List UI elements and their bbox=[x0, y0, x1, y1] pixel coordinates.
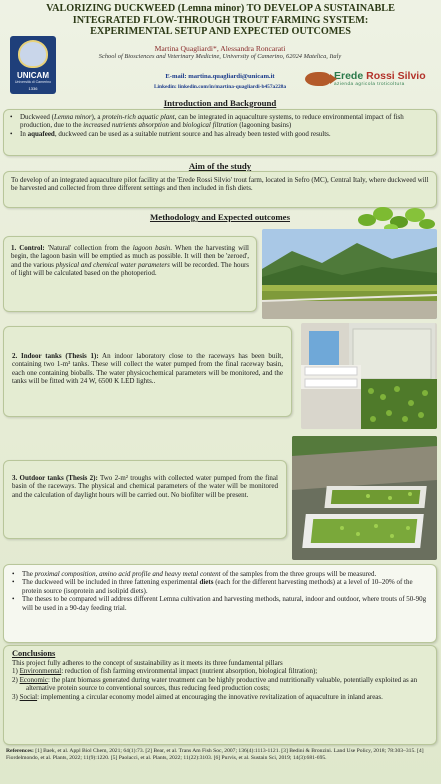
indoor-tanks-photo bbox=[301, 323, 437, 429]
erede-name-a: Erede bbox=[334, 70, 367, 83]
aim-text: To develop of an integrated aquaculture pilot facility at the 'Erede Rossi Silvio' trout farm, located in Sefro (MC), Central Italy, where duckweed will be harvested and collected from three different settings and then included in fish diets. bbox=[11, 176, 429, 193]
aim-heading: Aim of the study bbox=[188, 161, 252, 171]
unicam-year: 1336 bbox=[28, 86, 38, 91]
title-line-1: VALORIZING DUCKWEED (Lemna minor) TO DEVELOP A SUSTAINABLE bbox=[46, 3, 395, 14]
references-text: [1] Baek, et al. Appl Biol Chem, 2021; 64(1):73. [2] Bear, et al. Trans Am Fish Soc, 2007; 136(4):1113-1121. [3] Bedini & Bronzini. Land Use Policy, 2018; 78:303–315. [4] Fiordelmondo, et al. Plants, 2022; 11(9):1220. [5] Paolacci, et al. Plants, 2022; 11(22):3103. [6] Purvis, et al. Sustain Sci, 2019; 14(3):681-695. bbox=[6, 748, 424, 761]
intro-bullet-1: • Duckweed (Lemna minor), a protein-rich aquatic plant, can be integrated in aquaculture systems, to reduce environmental impact of fish production, due to the increased nutrients absorption and biological filtration (lagooning basins) bbox=[6, 113, 430, 130]
intro-bullet-2: • In aquafeed, duckweed can be used as a suitable nutrient source and has already been tested with good results. bbox=[6, 130, 430, 138]
outcomes-bullet-3-text: The theses to be compared will address different Lemna cultivation and harvesting methods, natural, indoor and outdoor, where trouts of 50-90g will be used in a 90-day feeding trial. bbox=[22, 595, 427, 612]
erede-name-b: Rossi Silvio bbox=[366, 70, 426, 83]
erede-rossi-logo bbox=[305, 66, 435, 92]
affiliation: School of Biosciences and Veterinary Medicine, University of Camerino, 62024 Matelica, Italy bbox=[98, 53, 342, 60]
lagoon-basin-photo bbox=[262, 229, 437, 319]
outcomes-bullet-2: • The duckweed will be included in three fattening experimental diets (each for the different harvesting methods) at a level of 10–20% of the protein source (isoprotein and isolipid diets). bbox=[8, 578, 428, 595]
outdoor-body: Two 2-m² troughs with collected water pumped from the final basin of the raceways. The physical and chemical parameters of the water will be monitored and the calculation of daylight hours will be carried out. No biofilter will be present. bbox=[12, 474, 278, 499]
conclusions-item-3: 3) Social: implementing a circular economy model aimed at encouraging the innovative revitalization of aquaculture in inland areas. bbox=[12, 692, 383, 701]
unicam-subtitle: Università di Camerino bbox=[14, 80, 52, 84]
authors: Martina Quagliardi*, Alessandra Roncarati bbox=[154, 44, 286, 53]
indoor-box bbox=[3, 326, 292, 417]
email-link[interactable]: E-mail: martina.quagliardi@unicam.it bbox=[165, 73, 275, 80]
intro-heading: Introduction and Background bbox=[163, 98, 277, 108]
item2-label: Economic bbox=[19, 675, 48, 684]
erede-tagline: azienda agricola troticoltura bbox=[334, 80, 405, 86]
title-line-2: INTEGRATED FLOW-THROUGH TROUT FARMING SYSTEM: bbox=[72, 14, 369, 26]
crest-icon bbox=[18, 40, 48, 68]
outdoor-box bbox=[3, 460, 287, 539]
indoor-body: An indoor laboratory close to the raceways has been built, containing two 1-m³ tanks. These will collect the water pumped from the final raceway basin, each one containing bioballs. The water physicochemical parameters will be monitored, and the tanks will be fitted with 24 W, 6500 K LED lights.. bbox=[12, 352, 283, 386]
item3-text: : implementing a circular economy model aimed at encouraging the innovative revitalization of aquaculture in inland areas. bbox=[37, 692, 383, 701]
outdoor-troughs-photo bbox=[292, 436, 437, 560]
indoor-text bbox=[12, 352, 283, 386]
conclusions-intro: This project fully adheres to the concept of sustainability as it meets its three fundamental pillars bbox=[12, 659, 283, 667]
conclusions-box bbox=[3, 645, 437, 745]
unicam-name: UNICAM bbox=[17, 71, 49, 80]
item1-text: : reduction of fish farming environmental impact (nutrient absorption, biological filtration); bbox=[61, 667, 318, 676]
intro-box bbox=[3, 109, 437, 156]
conclusions-heading: Conclusions bbox=[12, 649, 56, 658]
title-line-3: EXPERIMENTAL SETUP AND EXPECTED OUTCOMES bbox=[90, 26, 351, 37]
erede-wordmark bbox=[334, 71, 426, 86]
outdoor-label: 3. Outdoor tanks (Thesis 2): bbox=[12, 474, 98, 482]
references bbox=[6, 748, 436, 761]
linkedin-link[interactable]: Linkedin: linkedin.com/in/martina-quagliardi-b457a228a bbox=[153, 84, 287, 90]
conclusions-item-2: 2) Economic: the plant biomass generated during water treatment can be highly productive and nutritionally valuable, potentially exploited as an alternative protein source to conventional sources, thus reducing feed production costs; bbox=[12, 675, 418, 693]
outcomes-bullet-3 bbox=[8, 595, 428, 612]
item1-label: Environmental bbox=[19, 667, 62, 676]
references-label: References: bbox=[6, 748, 34, 754]
trout-icon bbox=[305, 72, 331, 86]
control-box bbox=[3, 236, 257, 312]
control-text: 1. Control: 'Natural' collection from the lagoon basin. When the harvesting will begin, the lagoon basin will be emptied as much as possible. It will then be 'zeroed', and the various physical and chemical water parameters will be recorded. The hours of light will be calculated based on the photoperiod. bbox=[11, 244, 250, 278]
outcomes-bullet-1: • The proximal composition, amino acid profile and heavy metal content of the samples from the three groups will be measured. bbox=[8, 570, 428, 578]
unicam-logo bbox=[10, 36, 56, 94]
control-label: 1. Control: bbox=[11, 244, 45, 252]
outdoor-text bbox=[12, 474, 278, 499]
item2-text: : the plant biomass generated during water treatment can be highly productive and nutritionally valuable, potentially exploited as an alternative protein source to conventional sources, thus reducing feed production costs; bbox=[26, 675, 418, 693]
outcomes-box bbox=[3, 564, 437, 643]
conclusions-item-1: 1) Environmental: reduction of fish farming environmental impact (nutrient absorption, biological filtration); bbox=[12, 667, 318, 676]
poster-title bbox=[8, 3, 433, 38]
item3-label: Social bbox=[19, 692, 38, 701]
indoor-label: 2. Indoor tanks (Thesis 1): bbox=[12, 352, 99, 360]
methods-heading: Methodology and Expected outcomes bbox=[149, 212, 290, 222]
